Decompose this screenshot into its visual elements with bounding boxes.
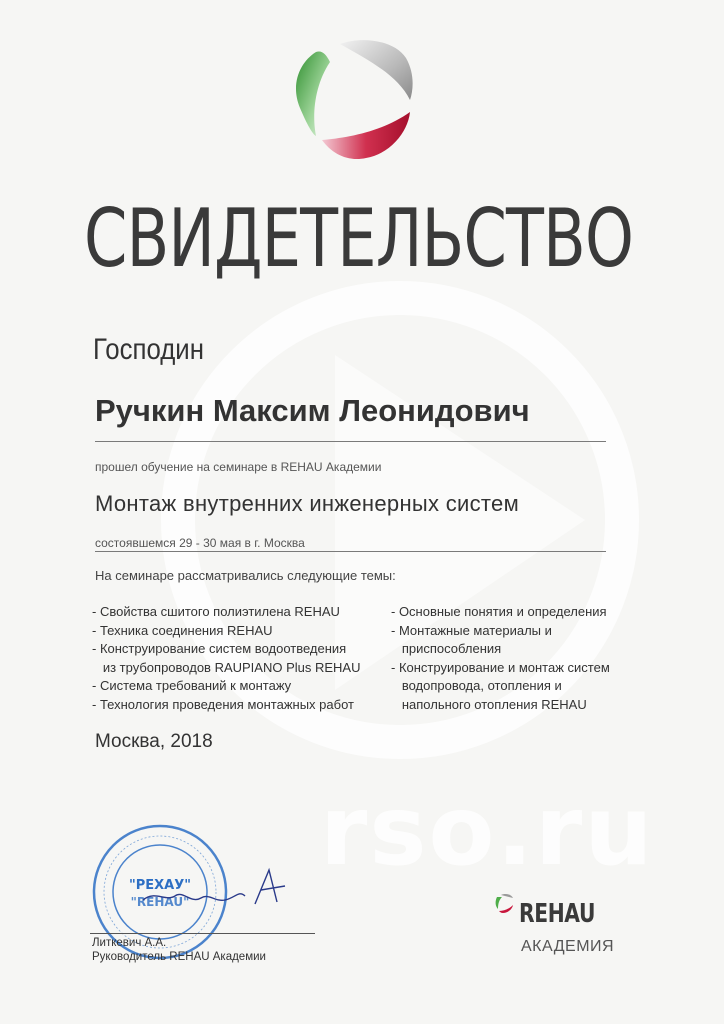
topic-item: - Свойства сшитого полиэтилена REHAU xyxy=(92,604,340,619)
stamp-text: "РЕХАУ" xyxy=(128,878,192,893)
signature-line xyxy=(90,933,315,934)
signer-block xyxy=(92,936,266,964)
topics-intro: На семинаре рассматривались следующие темы: xyxy=(95,568,396,583)
svg-text:"REHAU": "REHAU" xyxy=(130,895,190,909)
rehau-mini-logo-icon xyxy=(493,893,515,915)
rehau-triangle-logo-icon xyxy=(286,36,418,164)
signature xyxy=(135,860,295,920)
certificate-title: СВИДЕТЕЛЬСТВО xyxy=(84,192,634,286)
name-underline xyxy=(95,441,606,442)
recipient-name: Ручкин Максим Леонидович xyxy=(95,393,530,428)
topic-item: - Конструирование систем водоотведения xyxy=(92,641,347,656)
salutation: Господин xyxy=(93,333,204,366)
topic-item: водопровода, отопления и xyxy=(391,678,562,693)
topic-item: - Конструирование и монтаж систем xyxy=(391,659,610,675)
watermark-text: rso.ru xyxy=(320,775,655,887)
rehau-wordmark: REHAU xyxy=(519,899,596,929)
topic-item: - Технология проведения монтажных работ xyxy=(92,696,354,712)
passed-text: прошел обучение на семинаре в REHAU Академии xyxy=(95,460,382,474)
academy-wordmark: АКАДЕМИЯ xyxy=(521,938,615,955)
signer-name: Литкевич А.А. xyxy=(92,937,167,949)
topic-item: напольного отопления REHAU xyxy=(391,696,587,712)
topics-left-list xyxy=(92,603,361,714)
city-year: Москва, 2018 xyxy=(95,731,213,752)
held-underline xyxy=(95,551,606,552)
topic-item: из трубопроводов RAUPIANO Plus REHAU xyxy=(92,659,361,675)
topics-right-list xyxy=(391,603,610,714)
course-title: Монтаж внутренних инженерных систем xyxy=(95,491,519,516)
held-text: состоявшемся 29 - 30 мая в г. Москва xyxy=(95,536,305,550)
topic-item: - Техника соединения REHAU xyxy=(92,622,273,638)
topic-item: - Система требований к монтажу xyxy=(92,678,292,693)
topic-item: - Основные понятия и определения xyxy=(391,604,607,619)
topic-item: - Монтажные материалы и xyxy=(391,622,552,638)
topic-item: приспособления xyxy=(391,641,502,656)
signer-title: Руководитель REHAU Академии xyxy=(92,951,266,963)
